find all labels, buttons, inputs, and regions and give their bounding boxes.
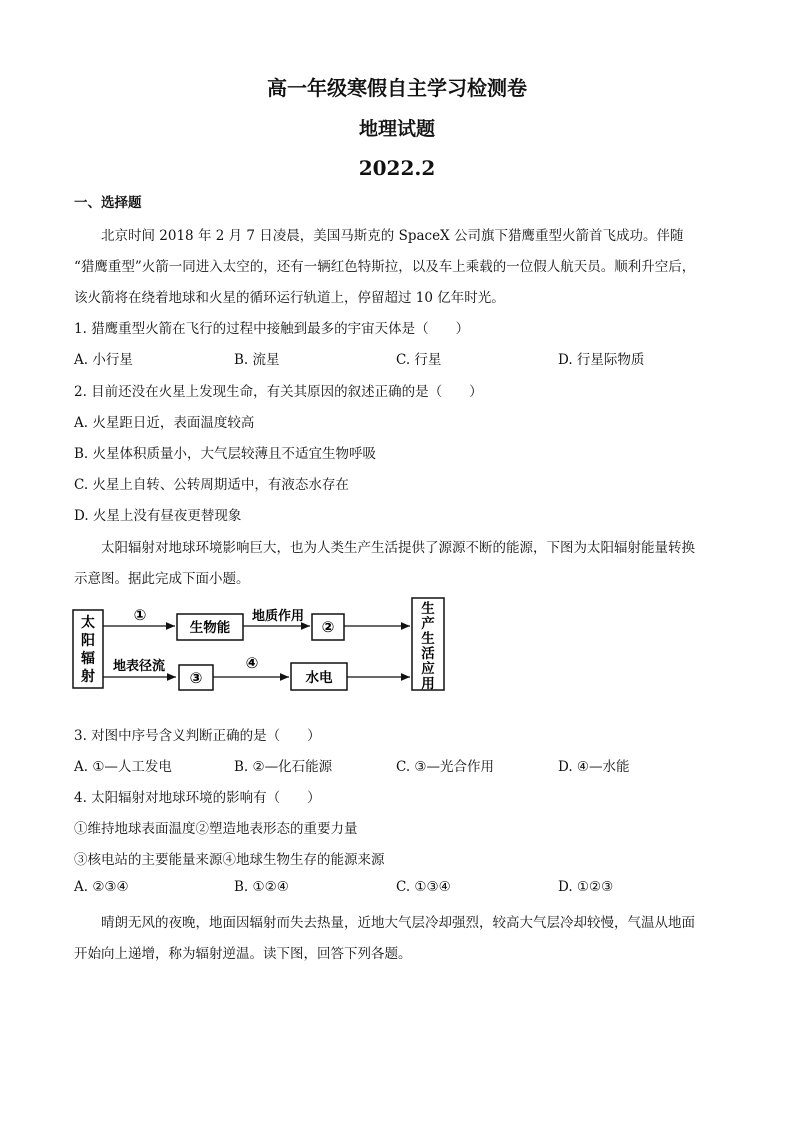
passage-line: 北京时间 2018 年 2 月 7 日凌晨，美国马斯克的 SpaceX 公司旗下猎鹰重型火箭首飞成功。伴随 (101, 228, 684, 244)
passage-line: 晴朗无风的夜晚，地面因辐射而失去热量，近地大气层冷却强烈，较高大气层冷却较慢，气温从地面 (101, 915, 695, 931)
statement-line: ①维持地球表面温度②塑造地表形态的重要力量 (74, 821, 358, 837)
question-stem: 4. 太阳辐射对地球环境的影响有（ ） (74, 790, 321, 806)
option-d: D. ④—水能 (558, 759, 630, 775)
box-2-label: ② (321, 618, 335, 636)
passage-line: 示意图。据此完成下面小题。 (74, 571, 250, 587)
subject-title: 地理试题 (358, 118, 435, 140)
option-c: C. ①③④ (396, 879, 451, 895)
source-char: 阳 (81, 633, 95, 649)
option-a: A. ②③④ (74, 879, 129, 895)
hydro-label: 水电 (305, 670, 333, 686)
target-char: 活 (421, 646, 435, 662)
option-a: A. 火星距日近，表面温度较高 (74, 415, 255, 431)
option-b: B. 火星体积质量小，大气层较薄且不适宜生物呼吸 (74, 446, 377, 462)
passage-line: 该火箭将在绕着地球和火星的循环运行轨道上，停留超过 10 亿年时光。 (74, 290, 505, 306)
target-char: 生 (421, 631, 435, 647)
exam-date: 2022.2 (358, 156, 436, 180)
geo-process-label: 地质作用 (251, 609, 305, 624)
option-a: A. 小行星 (74, 352, 133, 368)
section-heading: 一、选择题 (74, 195, 142, 211)
marker-4: ④ (245, 654, 259, 672)
option-b: B. 流星 (234, 352, 280, 368)
option-b: B. ②—化石能源 (234, 759, 333, 775)
solar-energy-diagram (72, 596, 452, 696)
source-char: 辐 (81, 651, 95, 667)
passage-line: 太阳辐射对地球环境影响巨大，也为人类生产生活提供了源源不断的能源，下图为太阳辐射能量转换 (101, 540, 695, 556)
passage-line: “猎鹰重型”火箭一同进入太空的，还有一辆红色特斯拉，以及车上乘载的一位假人航天员。顺利升空后， (74, 259, 696, 275)
target-char: 产 (421, 616, 435, 632)
option-b: B. ①②④ (234, 879, 289, 895)
target-char: 生 (421, 601, 435, 617)
option-d: D. 火星上没有昼夜更替现象 (74, 508, 242, 524)
question-stem: 1. 猎鹰重型火箭在飞行的过程中接触到最多的宇宙天体是（ ） (74, 321, 470, 337)
passage-line: 开始向上递增，称为辐射逆温。读下图，回答下列各题。 (74, 946, 412, 962)
bio-label: 生物能 (189, 620, 231, 636)
source-char: 射 (81, 669, 95, 685)
option-c: C. ③—光合作用 (396, 759, 495, 775)
target-char: 应 (421, 661, 435, 677)
runoff-label: 地表径流 (112, 659, 166, 674)
option-d: D. ①②③ (558, 879, 614, 895)
question-stem: 2. 目前还没在火星上发现生命，有关其原因的叙述正确的是（ ） (74, 384, 483, 400)
exam-title: 高一年级寒假自主学习检测卷 (267, 76, 527, 100)
option-c: C. 行星 (396, 352, 442, 368)
option-c: C. 火星上自转、公转周期适中，有液态水存在 (74, 477, 349, 493)
box-3-label: ③ (189, 669, 203, 687)
option-d: D. 行星际物质 (558, 352, 645, 368)
source-char: 太 (81, 615, 95, 631)
option-a: A. ①—人工发电 (74, 759, 172, 775)
statement-line: ③核电站的主要能量来源④地球生物生存的能源来源 (74, 852, 385, 868)
target-char: 用 (421, 676, 435, 692)
marker-1: ① (133, 606, 147, 624)
question-stem: 3. 对图中序号含义判断正确的是（ ） (74, 728, 321, 744)
